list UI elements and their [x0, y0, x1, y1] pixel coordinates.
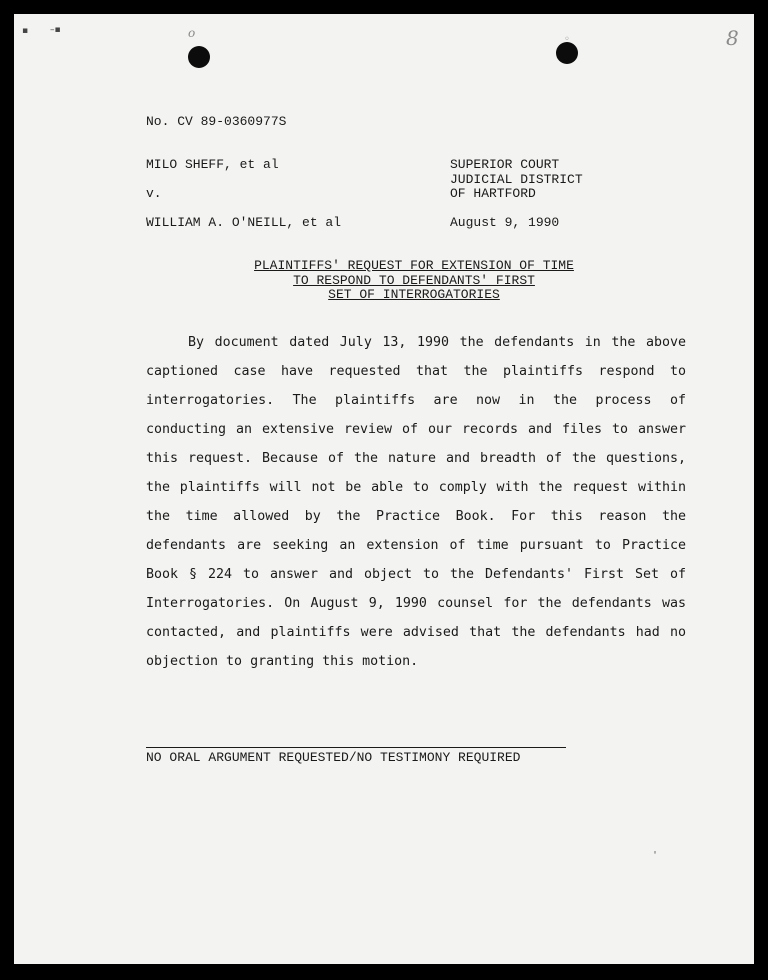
plaintiff-name: MILO SHEFF, et al — [146, 157, 279, 172]
pencil-mark: ◦ — [564, 34, 570, 45]
versus-label: v. — [146, 186, 162, 201]
body-paragraph: By document dated July 13, 1990 the defendants in the above captioned case have requested that the plaintiffs respond to interrogatories. The plaintiffs are now in the process of conducting an extensive review of our records and files to answer this request. Because of the nature and breadth of the questions, the plaintiffs will not be able to comply with the request within the time allowed by the Practice Book. For this reason the defendants are seeking an extension of time pursuant to Practice Book § 224 to answer and object to the Defendants' First Set of Interrogatories. On August 9, 1990 counsel for the defendants was contacted, and plaintiffs were advised that the defendants had no objection to granting this motion. — [146, 335, 686, 669]
footer-rule — [146, 747, 566, 748]
document-title-line2: TO RESPOND TO DEFENDANTS' FIRST — [293, 272, 535, 288]
footer-notice: NO ORAL ARGUMENT REQUESTED/NO TESTIMONY REQUIRED — [146, 750, 521, 765]
handwritten-page-number: 8 — [726, 26, 739, 50]
defendant-name: WILLIAM A. O'NEILL, et al — [146, 215, 342, 230]
scan-speck: ' — [652, 850, 659, 861]
docket-number: No. CV 89-0360977S — [146, 114, 287, 129]
pencil-mark: o — [188, 26, 196, 40]
scan-mark-icon: –▪ — [50, 25, 61, 35]
document-page — [14, 14, 754, 964]
court-district: JUDICIAL DISTRICT — [450, 171, 583, 187]
document-title-line3: SET OF INTERROGATORIES — [328, 287, 500, 302]
filing-date: August 9, 1990 — [450, 215, 560, 230]
punch-hole-right — [556, 42, 578, 64]
court-name: SUPERIOR COURT — [450, 157, 560, 172]
court-location: OF HARTFORD — [450, 186, 536, 201]
punch-hole-left — [188, 46, 210, 68]
scan-mark-icon: ▪ — [22, 26, 29, 36]
document-title-line1: PLAINTIFFS' REQUEST FOR EXTENSION OF TIME — [254, 258, 574, 273]
